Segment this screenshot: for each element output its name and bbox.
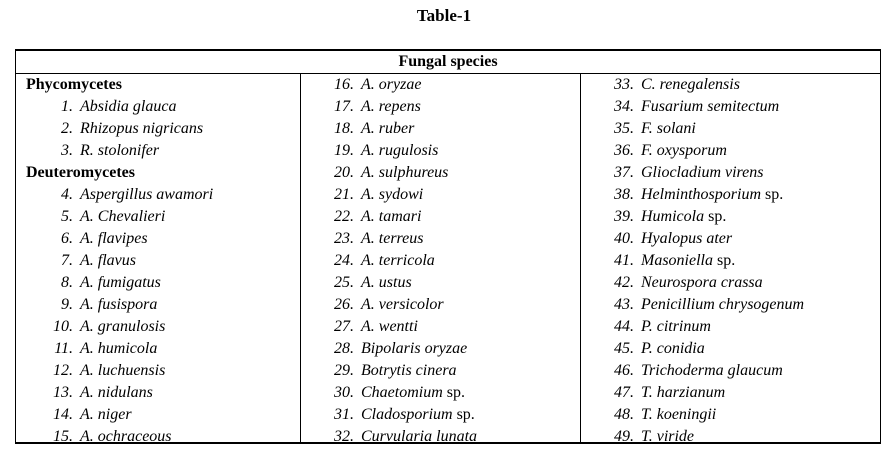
species-row — [580, 404, 880, 426]
table-column-1 — [16, 74, 301, 445]
table-column-3 — [580, 74, 880, 445]
species-row — [580, 382, 880, 404]
species-name: A. oryzae — [361, 76, 422, 93]
table-title: Table-1 — [416, 6, 472, 25]
species-name: A. ochraceous — [80, 428, 172, 445]
species-name: Absidia glauca — [80, 98, 177, 115]
species-row — [16, 404, 300, 426]
species-number: 13. — [53, 384, 73, 401]
species-number: 19. — [334, 142, 354, 159]
species-row — [300, 118, 580, 140]
species-number: 37. — [614, 164, 634, 181]
species-row — [300, 162, 580, 184]
species-name: A. luchuensis — [80, 362, 166, 379]
species-row — [300, 338, 580, 360]
species-name: A. terricola — [361, 252, 435, 269]
species-name: A. humicola — [80, 340, 158, 357]
species-row — [16, 118, 300, 140]
species-number: 24. — [334, 252, 354, 269]
species-name: Humicola — [641, 208, 705, 225]
species-number: 3. — [61, 142, 73, 159]
species-name: Fusarium semitectum — [641, 98, 780, 115]
species-row — [16, 382, 300, 404]
species-suffix: sp. — [452, 406, 475, 423]
species-name: A. sydowi — [361, 186, 424, 203]
species-name: Gliocladium virens — [641, 164, 764, 181]
species-number: 44. — [614, 318, 634, 335]
species-number: 10. — [53, 318, 73, 335]
table-column-2 — [300, 74, 581, 445]
species-row — [580, 294, 880, 316]
species-number: 22. — [334, 208, 354, 225]
species-name: A. nidulans — [80, 384, 153, 401]
group-heading — [16, 74, 300, 96]
species-name: A. fumigatus — [80, 274, 161, 291]
species-number: 49. — [614, 428, 634, 445]
species-suffix: sp. — [442, 384, 466, 401]
species-row — [580, 206, 880, 228]
species-row — [580, 140, 880, 162]
species-row — [300, 228, 580, 250]
species-number: 8. — [61, 274, 73, 291]
species-number: 7. — [61, 252, 73, 269]
species-name: Aspergillus awamori — [80, 186, 214, 203]
species-number: 45. — [614, 340, 634, 357]
species-number: 5. — [61, 208, 73, 225]
species-name: T. viride — [641, 428, 695, 445]
species-number: 16. — [334, 76, 354, 93]
species-name: A. terreus — [361, 230, 424, 247]
species-row — [16, 316, 300, 338]
species-number: 47. — [614, 384, 634, 401]
species-row — [580, 316, 880, 338]
species-row — [580, 162, 880, 184]
species-name: A. flavipes — [80, 230, 148, 247]
species-name: Penicillium chrysogenum — [641, 296, 805, 313]
species-name: A. ustus — [361, 274, 412, 291]
species-number: 1. — [61, 98, 73, 115]
species-number: 38. — [614, 186, 634, 203]
species-row — [16, 96, 300, 118]
species-name: A. ruber — [361, 120, 415, 137]
species-row — [580, 272, 880, 294]
species-number: 15. — [53, 428, 73, 445]
species-number: 23. — [334, 230, 354, 247]
species-name: F. solani — [641, 120, 696, 137]
species-number: 21. — [334, 186, 354, 203]
species-number: 9. — [61, 296, 73, 313]
species-name: A. rugulosis — [361, 142, 439, 159]
species-name: Bipolaris oryzae — [361, 340, 468, 357]
table-body — [16, 74, 880, 445]
species-number: 35. — [614, 120, 634, 137]
species-row — [16, 338, 300, 360]
species-row — [300, 184, 580, 206]
species-number: 32. — [334, 428, 354, 445]
species-number: 48. — [614, 406, 634, 423]
species-number: 40. — [614, 230, 634, 247]
group-label: Deuteromycetes — [26, 164, 135, 181]
species-row — [16, 228, 300, 250]
species-name: Helminthosporium — [641, 186, 761, 203]
species-row — [300, 404, 580, 426]
species-name: Rhizopus nigricans — [80, 120, 204, 137]
species-name: A. repens — [361, 98, 421, 115]
species-suffix: sp. — [713, 252, 736, 269]
species-name: R. stolonifer — [80, 142, 160, 159]
species-number: 34. — [614, 98, 634, 115]
species-name: C. renegalensis — [641, 76, 740, 93]
species-number: 31. — [334, 406, 354, 423]
species-row — [16, 426, 300, 448]
species-row — [300, 316, 580, 338]
species-row — [16, 184, 300, 206]
species-row — [580, 426, 880, 448]
species-row — [16, 272, 300, 294]
species-number: 14. — [53, 406, 73, 423]
species-name: Curvularia lunata — [361, 428, 478, 445]
species-name: A. flavus — [80, 252, 136, 269]
species-name: Trichoderma glaucum — [641, 362, 783, 379]
species-row — [300, 250, 580, 272]
species-name: A. granulosis — [80, 318, 166, 335]
species-name: A. Chevalieri — [80, 208, 166, 225]
species-suffix: sp. — [704, 208, 727, 225]
species-row — [300, 206, 580, 228]
species-row — [16, 140, 300, 162]
species-name: P. citrinum — [641, 318, 711, 335]
species-name: A. fusispora — [80, 296, 158, 313]
species-name: T. harzianum — [641, 384, 726, 401]
species-row — [300, 272, 580, 294]
species-row — [16, 294, 300, 316]
species-name: Hyalopus ater — [641, 230, 733, 247]
species-number: 27. — [334, 318, 354, 335]
species-name: F. oxysporum — [641, 142, 727, 159]
species-name: P. conidia — [641, 340, 705, 357]
species-number: 12. — [53, 362, 73, 379]
species-number: 42. — [614, 274, 634, 291]
species-number: 4. — [61, 186, 73, 203]
species-name: Masoniella — [641, 252, 713, 269]
species-name: Neurospora crassa — [641, 274, 763, 291]
species-name: A. tamari — [361, 208, 422, 225]
species-row — [300, 294, 580, 316]
species-name: Botrytis cinera — [361, 362, 457, 379]
species-row — [580, 338, 880, 360]
species-row — [16, 360, 300, 382]
species-number: 41. — [614, 252, 634, 269]
species-row — [300, 360, 580, 382]
species-name: A. niger — [80, 406, 132, 423]
fungal-species-table — [15, 49, 881, 444]
species-number: 6. — [61, 230, 73, 247]
species-number: 33. — [614, 76, 634, 93]
species-suffix: sp. — [761, 186, 784, 203]
species-name: A. versicolor — [361, 296, 444, 313]
species-name: Chaetomium — [361, 384, 443, 401]
species-number: 17. — [334, 98, 354, 115]
species-row — [300, 382, 580, 404]
group-label: Phycomycetes — [26, 76, 122, 93]
species-name: T. koeningii — [641, 406, 717, 423]
species-number: 43. — [614, 296, 634, 313]
species-row — [580, 228, 880, 250]
species-row — [16, 206, 300, 228]
table-header: Fungal species — [16, 51, 880, 74]
species-name: Cladosporium — [361, 406, 453, 423]
species-number: 30. — [334, 384, 354, 401]
species-number: 2. — [61, 120, 73, 137]
species-row — [300, 74, 580, 96]
species-name: A. wentti — [361, 318, 418, 335]
species-row — [580, 250, 880, 272]
species-row — [580, 96, 880, 118]
species-row — [300, 96, 580, 118]
species-number: 36. — [614, 142, 634, 159]
species-number: 28. — [334, 340, 354, 357]
species-number: 26. — [334, 296, 354, 313]
species-number: 46. — [614, 362, 634, 379]
species-row — [580, 360, 880, 382]
species-row — [300, 140, 580, 162]
species-row — [16, 250, 300, 272]
species-row — [580, 74, 880, 96]
species-number: 20. — [334, 164, 354, 181]
species-number: 11. — [54, 340, 73, 357]
species-number: 39. — [614, 208, 634, 225]
species-row — [580, 118, 880, 140]
species-name: A. sulphureus — [361, 164, 449, 181]
species-row — [300, 426, 580, 448]
species-number: 18. — [334, 120, 354, 137]
species-row — [580, 184, 880, 206]
group-heading — [16, 162, 300, 184]
species-number: 29. — [334, 362, 354, 379]
species-number: 25. — [334, 274, 354, 291]
